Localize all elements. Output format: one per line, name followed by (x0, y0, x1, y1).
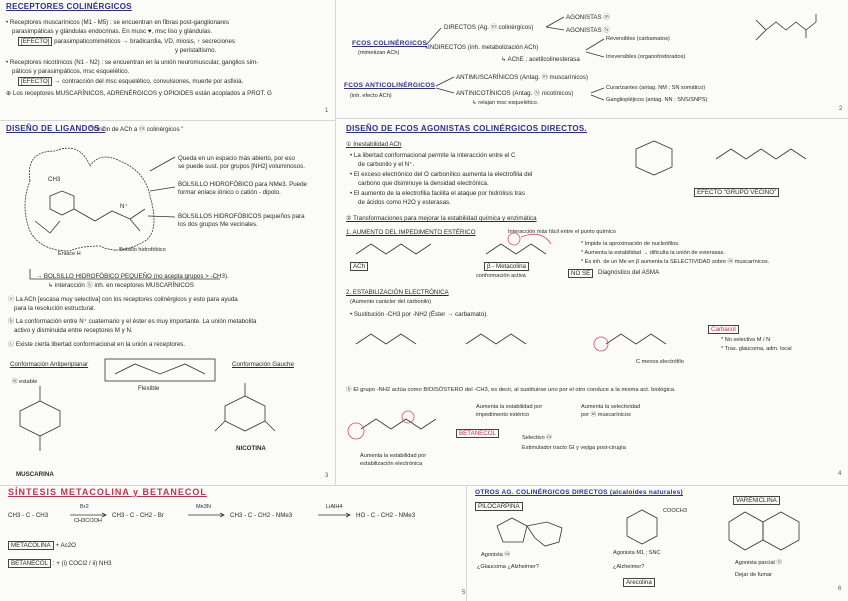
chem-text: CH3 - C - CH3 (8, 512, 49, 519)
section-heading: FCOS COLINÉRGICOS (352, 40, 428, 47)
text-line: ¿Alzheimer? (613, 564, 645, 570)
metacolina-label: METACOLINA (8, 541, 54, 550)
text-line: páticos y parasimpáticos, msc esquelético. (12, 68, 130, 75)
text-line: • El aumento de la electrofilia facilita el ataque por hidrólisis tras (350, 190, 525, 197)
text-line: NICOTINA (236, 445, 266, 452)
page-number: 1 (325, 108, 329, 114)
text-line: → contracción del msc esquelético, convulsiones, muerte por asfixia. (54, 78, 244, 85)
text-line: ① Inestabilidad ACh (346, 141, 402, 148)
panel-otros-agonistas (467, 486, 848, 601)
chem-text: CH3 - C - CH2 - Br (112, 512, 164, 519)
page-number: 4 (838, 471, 842, 477)
text-line: 1. AUMENTO DEL IMPEDIMENTO ESTÉRICO (346, 229, 476, 236)
chem-text: CH3 - C - CH2 - NMe3 (230, 512, 293, 519)
vareniclina-label: VARENICLINA (733, 496, 780, 505)
text-line: impedimento estérico (476, 412, 530, 418)
nose-label: NO SE (568, 269, 593, 278)
chem-label: COOCH3 (663, 508, 687, 514)
panel-diseno-ligandos (0, 121, 335, 485)
arecolina-label: Arecolina (623, 578, 655, 587)
text-line: ↳ AChE ; acetilcolinesterasa (501, 56, 580, 63)
text-line: se puede sust. por grupos [NH2] voluminosos. (178, 163, 305, 170)
text-line: Flexible (138, 385, 160, 392)
text-line: Agonista parcial Ⓝ (735, 560, 782, 566)
text-line: * Aumenta la estabilidad → dificulta la unión de esterasas. (581, 250, 725, 256)
text-line: Selectivo ⓜ (522, 435, 552, 441)
text-line: ¿Glaucoma ¿Alzheimer? (477, 564, 539, 570)
text-line: y peristaltismo. (175, 47, 217, 54)
panel-sintesis (0, 486, 466, 601)
page-number: 3 (325, 473, 329, 479)
text-line: ANTINICOTÍNICOS (Antag. Ⓝ nicotínicos) (456, 90, 574, 97)
text-line: estabilización electrónica (360, 461, 423, 467)
text-line: por ⓜ muscarínicos (581, 412, 631, 418)
text-line: → Bolsillo hidrofóbico (112, 247, 166, 253)
text-line: Conformación Gauche (232, 361, 294, 368)
text-line: Agonista M1 ; SNC (613, 550, 661, 556)
text-line: INDIRECTOS (inh. metabolización ACh) (428, 44, 539, 51)
text-line: (mimetizan ACh) (358, 50, 400, 56)
text-line: formar enlace iónico o catión - dipolo. (178, 189, 281, 196)
text-line: Estimulador tracto GI y vejiga post-cirugía (522, 445, 626, 451)
text-line: ⓑ El grupo -NH2 actúa como BIOISÓSTERO del -CH3, es decir, al sustituirse uno por el otro conduce a la misma act. biológica. (346, 387, 676, 393)
alkaloid-sketches (467, 486, 848, 601)
text-line: • Sustitución -CH3 por -NH2 (Éster → carbamato). (350, 311, 488, 318)
text-line: AGONISTAS Ⓝ (566, 27, 610, 34)
chem-text: HO - C - CH2 - NMe3 (356, 512, 416, 519)
text-line: ↳ relajan msc esquelético. (472, 100, 539, 106)
text-line: Dejar de fumar (735, 572, 772, 578)
text-line: (inh. efecto ACh) (350, 93, 392, 99)
section-heading: OTROS AG. COLINÉRGICOS DIRECTOS (alcaloides naturales) (475, 489, 683, 496)
carbacol-label: Carbacol (708, 325, 739, 334)
text-line: Aumenta la selectividad (581, 404, 641, 410)
text-line: Aumenta la estabilidad por (476, 404, 543, 410)
text-line: BOLSILLO HIDROFÓBICO para NMe3. Puede (178, 181, 307, 188)
text-line: Enlace H (58, 251, 81, 257)
panel-diseno-fcos (336, 119, 848, 485)
text-line: ② Transformaciones para mejorar la estabilidad química y enzimática (346, 215, 537, 222)
reagent: CH3COOH (74, 518, 102, 524)
text-line: : + (i) COCl2 / ii) NH3 (52, 560, 112, 567)
betanecol-label: BETANECOL (8, 559, 51, 568)
pilocarpina-label: PILOCARPINA (475, 502, 523, 511)
text-line: los dos grupos Me vecinales. (178, 221, 258, 228)
text-line: ⊕ Los receptores MUSCARÍNICOS, ADRENÉRGICOS y OPIOIDES están acoplados a PROT. G (6, 90, 272, 97)
text-line: • La libertad conformacional permite la interacción entre el C (350, 152, 516, 159)
text-line: activo y disminuida entre receptores M y N. (14, 327, 133, 334)
panel-fcos-colinergicos (336, 0, 848, 118)
text-line: conformación activa (476, 273, 526, 279)
text-line: DIRECTOS (Ag. ⓜ colinérgicos) (444, 24, 534, 31)
text-line: * Es inh. de un Me en β aumenta la SELECTIVIDAD sobre ⓜ muscarínicos. (581, 259, 770, 265)
betanecol-label: BETANECOL (456, 429, 499, 438)
text-line: ⓑ La conformación entre N⁺ cuaternario y el éster es muy importante. La unión metabolita (8, 318, 257, 325)
text-line: ⓐ La ACh [escasa muy selectiva] con los receptores colinérgicos y esto para ayuda (8, 296, 238, 303)
reagent: Me3N (196, 504, 211, 510)
text-line: para la resolución estructural. (14, 305, 96, 312)
text-line: → BOLSILLO HIDROFÓBICO PEQUEÑO (no acepta grupos > -CH3). (36, 273, 229, 280)
text-line: Agonista ⓜ (481, 552, 510, 558)
chem-label: CH3 (48, 176, 61, 183)
text-line: Gangliopléjicos (antag. NN ; SNS/SNPS) (606, 97, 708, 103)
text-line: BOLSILLOS HIDROFÓBICOS pequeños para (178, 213, 305, 220)
ach-label: ACh (350, 262, 368, 271)
text-line: Ⓜ estable (12, 379, 38, 385)
text-line: parasimpaticomiméticos → bradicardia, VD, miosis, ↑ secreciones (54, 38, 236, 45)
text-line: ↳ interacción ⓑ inh. en receptores MUSCARÍNICOS (48, 282, 194, 289)
text-line: ⓒ Existe cierta libertad conformacional en la unión a receptores. (8, 341, 186, 348)
section-heading: DISEÑO DE LIGANDOS : (6, 124, 106, 133)
text-line: Diagnóstico del ASMA (598, 269, 660, 276)
text-line: MUSCARINA (16, 471, 54, 478)
text-line: * No selectivo M / N (721, 337, 771, 343)
page-number: 2 (839, 106, 843, 112)
text-line: AGONISTAS ⓜ (566, 14, 610, 21)
text-line: • El exceso electrónico del O carbonílico aumenta la electrofilia del (350, 171, 533, 178)
subtitle: " Unión de ACh a ⓜ colinérgicos " (90, 126, 184, 133)
metacolina-label: β - Metacolina (484, 262, 529, 271)
panel-receptores (0, 0, 335, 120)
bracket-lines (336, 0, 848, 118)
text-line: carbono que disminuye la densidad electrónica. (358, 180, 489, 187)
section-heading: FCOS ANTICOLINÉRGICOS (344, 82, 436, 89)
text-line: • Receptores muscarínicos (M1 - M5) : se encuentran en fibras post-ganglionares (6, 19, 229, 26)
text-line: Conformación Antiperiplanar (10, 361, 89, 368)
text-line: • Receptores nicotínicos (N1 - N2) : se encuentran en la unión neuromuscular, ganglios sim- (6, 59, 259, 66)
chem-label: N⁺ (120, 203, 128, 210)
text-line: (Aumento carácter del carbonilo) (350, 299, 432, 305)
reagent: Br2 (80, 504, 89, 510)
section-heading: DISEÑO DE FCOS AGONISTAS COLINÉRGICOS DIRECTOS. (346, 124, 588, 133)
text-line: Aumenta la estabilidad por (360, 453, 427, 459)
text-line: Reversibles (carbamatos) (606, 36, 670, 42)
text-line: Queda en un espacio más abierto, por eso (178, 155, 295, 162)
efecto-label: [EFECTO] (18, 37, 52, 46)
page-number: 6 (838, 586, 842, 592)
text-line: * Tras. glaucoma, adm. local (721, 346, 792, 352)
text-line: parasimpáticas y glándulas endocrinas. En musc ♥, msc liso y glándulas. (12, 28, 213, 35)
text-line: 2. ESTABILIZACIÓN ELECTRÓNICA (346, 289, 449, 296)
text-line: Curarizantes (antag. NM ; SN somático) (606, 85, 706, 91)
text-line: + Ac2O (55, 542, 76, 549)
text-line: * Impide la aproximación de nucleófilos. (581, 241, 680, 247)
text-line: Irreversibles (organofosforados) (606, 54, 686, 60)
text-line: de carbonilo y el N⁺. (358, 161, 415, 168)
reagent: LiAlH4 (326, 504, 343, 510)
text-line: de ácidos como H2O y esterasas. (358, 199, 451, 206)
text-line: Interacción más fácil entre el punto químico (508, 229, 616, 235)
page-number: 5 (462, 590, 466, 596)
efecto-box: EFECTO "GRUPO VECINO" (694, 188, 779, 197)
page-title: RECEPTORES COLINÉRGICOS (6, 2, 132, 11)
text-line: ANTIMUSCARÍNICOS (Antag. ⓜ muscarínicos) (456, 74, 589, 81)
section-heading: SÍNTESIS METACOLINA y BETANECOL (8, 487, 207, 497)
text-line: C menos electrófilo (636, 359, 684, 365)
efecto-label: [EFECTO] (18, 77, 52, 86)
